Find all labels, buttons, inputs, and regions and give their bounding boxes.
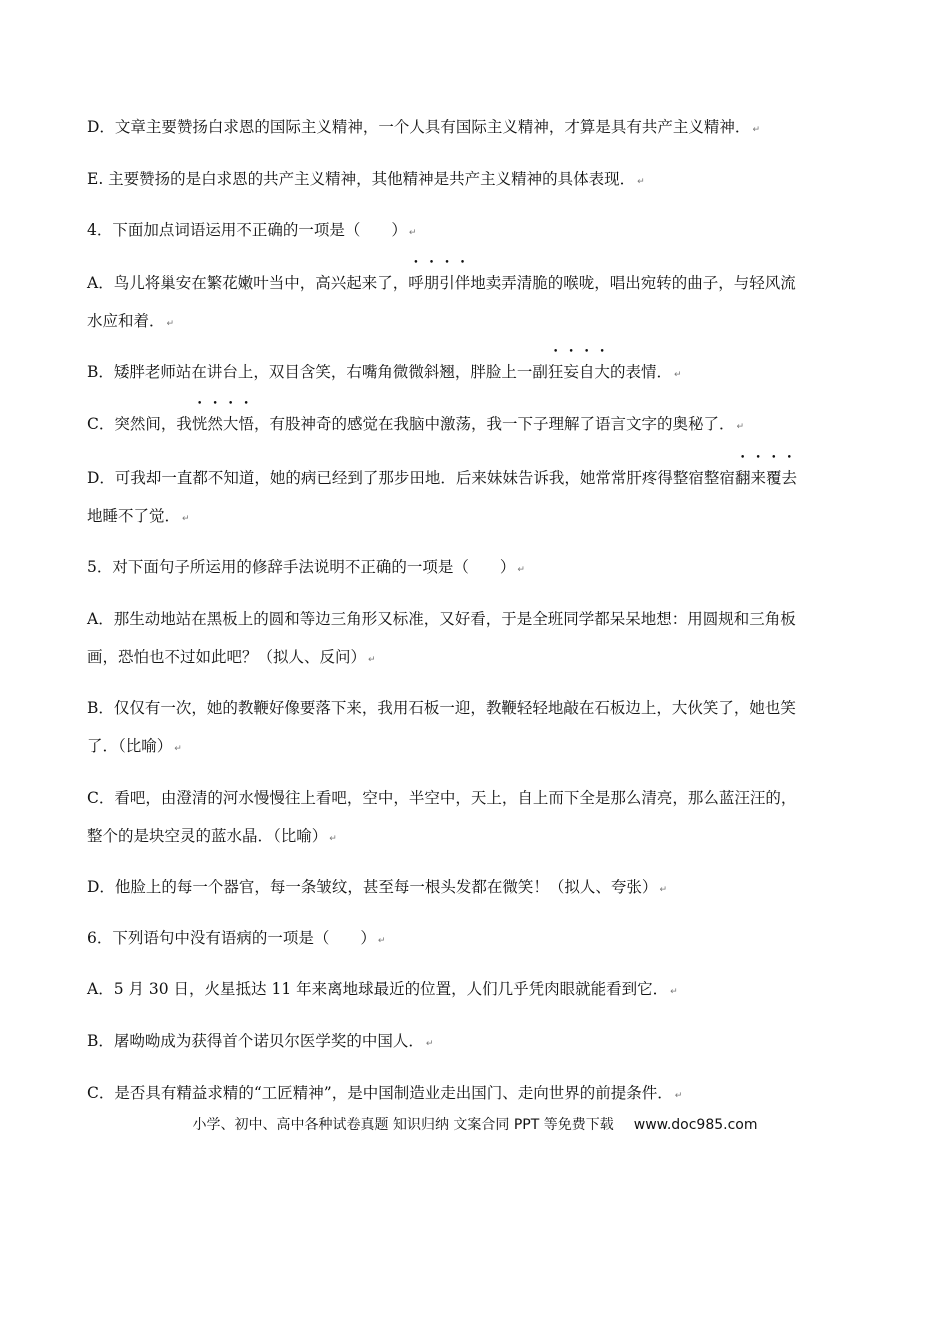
q5-option-b-line2: 了．（比喻） ↵ <box>87 737 182 755</box>
q5-option-a-line2: 画，恐怕也不过如此吧？（拟人、反问） ↵ <box>87 648 376 666</box>
emphasis-char: 妄 <box>563 363 579 381</box>
q5-option-d: D．他脸上的每一个器官，每一条皱纹，甚至每一根头发都在微笑！（拟人、夸张） ↵ <box>87 878 667 896</box>
emphasis-char: 悟 <box>238 415 254 433</box>
emphasis-char: 呼 <box>408 274 424 292</box>
emphasis-char: 恍 <box>191 415 208 433</box>
option-e-q3: E. 主要赞扬的是白求恩的共产主义精神，其他精神是共产主义精神的具体表现． ↵ <box>87 170 645 188</box>
emphasis-char: 自 <box>578 363 595 381</box>
q6-option-c: C．是否具有精益求精的“工匠精神”，是中国制造业走出国门、走向世界的前提条件． ↵ <box>87 1084 683 1102</box>
q4-option-c: C．突然间，我恍然大悟，有股神奇的感觉在我脑中激荡，我一下子理解了语言文字的奥秘了． ↵ <box>87 415 744 433</box>
q6-option-a: A．5 月 30 日，火星抵达 11 年来离地球最近的位置，人们几乎凭肉眼就能看到它． ↵ <box>87 980 678 998</box>
emphasis-char: 大 <box>222 415 239 433</box>
q5-option-c-line1: C．看吧，由澄清的河水慢慢往上看吧，空中，半空中，天上，自上而下全是那么清亮，那么蓝汪汪的， <box>87 789 797 807</box>
question-5: 5．对下面句子所运用的修辞手法说明不正确的一项是（ ） ↵ <box>87 558 525 576</box>
question-6: 6．下列语句中没有语病的一项是（ ） ↵ <box>87 929 386 947</box>
q6-option-b: B．屠呦呦成为获得首个诺贝尔医学奖的中国人． ↵ <box>87 1032 434 1050</box>
q5-option-b-line1: B．仅仅有一次，她的教鞭好像要落下来，我用石板一迎，教鞭轻轻地敲在石板边上，大伙笑了，她也笑 <box>87 699 796 717</box>
q4-option-d-line2: 地睡不了觉． ↵ <box>87 507 190 525</box>
emphasis-char: 覆 <box>765 469 782 487</box>
q4-option-b: B．矮胖老师站在讲台上，双目含笑，右嘴角微微斜翘，胖脸上一副狂妄自大的表情． ↵ <box>87 363 682 381</box>
emphasis-char: 朋 <box>423 274 440 292</box>
q4-option-a-line2: 水应和着． ↵ <box>87 312 175 330</box>
option-d-q3: D．文章主要赞扬白求恩的国际主义精神，一个人具有国际主义精神，才算是具有共产主义精神． ↵ <box>87 118 760 136</box>
q4-option-d-line1: D．可我却一直都不知道，她的病已经到了那步田地．后来妹妹告诉我，她常常肝疼得整宿整宿翻来覆去 <box>87 469 797 487</box>
page-footer <box>0 1114 950 1134</box>
dotted-term <box>548 363 610 381</box>
emphasis-char: 引 <box>439 274 455 292</box>
q5-option-a-line1: A．那生动地站在黑板上的圆和等边三角形又标准，又好看，于是全班同学都呆呆地想：用圆规和三角板 <box>87 610 796 628</box>
q4-option-a-line1: A．鸟儿将巢安在繁花嫩叶当中，高兴起来了，呼朋引伴地卖弄清脆的喉咙，唱出宛转的曲子，与轻风流 <box>87 274 796 292</box>
q5-option-c-line2: 整个的是块空灵的蓝水晶．（比喻） ↵ <box>87 827 337 845</box>
dotted-term <box>408 274 470 292</box>
emphasis-char: 来 <box>750 469 766 487</box>
dotted-term <box>192 415 254 433</box>
emphasis-char: 狂 <box>547 363 564 381</box>
footer-text: 小学、初中、高中各种试卷真题 知识归纳 文案合同 PPT 等免费下载 <box>192 1117 614 1133</box>
emphasis-char: 翻 <box>734 469 751 487</box>
emphasis-char: 伴 <box>454 274 471 292</box>
emphasis-char: 大 <box>594 363 610 381</box>
footer-site-link[interactable]: www.doc985.com <box>633 1117 758 1133</box>
emphasis-char: 去 <box>781 469 797 487</box>
emphasis-char: 然 <box>207 415 223 433</box>
dotted-term <box>735 469 797 487</box>
question-4: 4．下面加点词语运用不正确的一项是（ ） ↵ <box>87 221 417 239</box>
